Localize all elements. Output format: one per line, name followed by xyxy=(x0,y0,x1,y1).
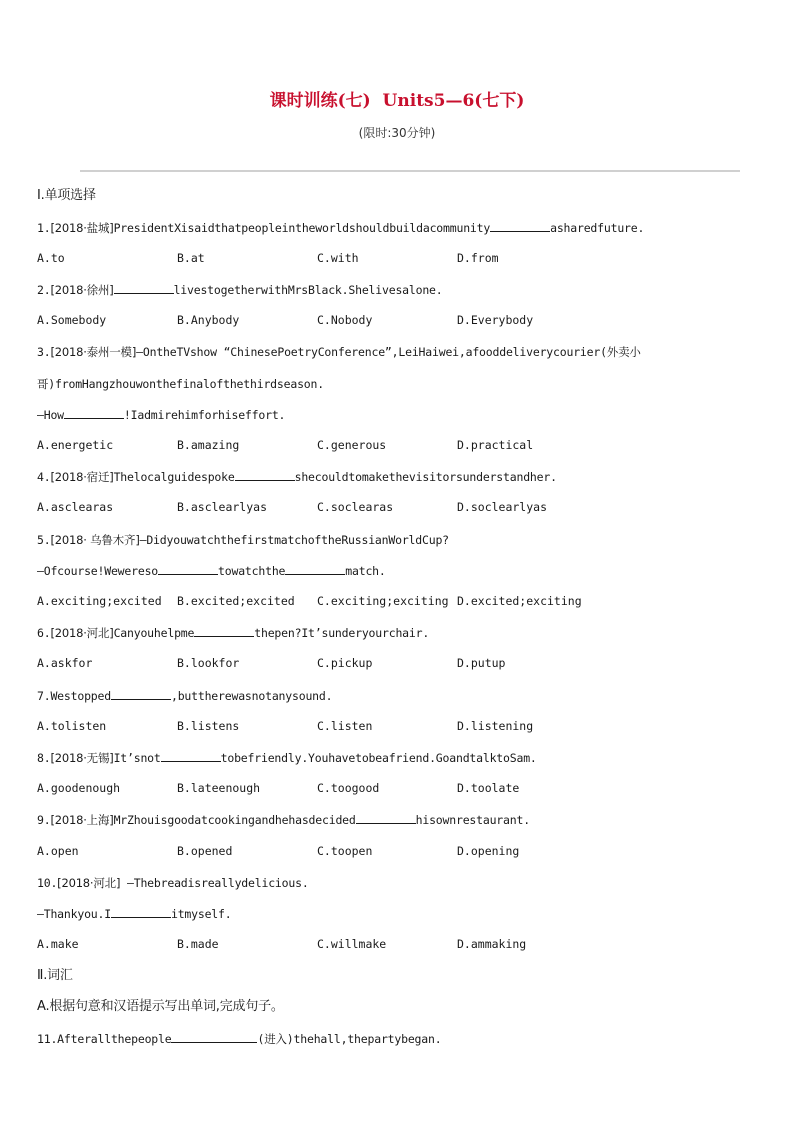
option-a[interactable]: A.tolisten xyxy=(37,719,107,733)
question-text: towatchthe xyxy=(218,564,286,578)
question-number: 2. xyxy=(37,283,51,297)
question-text: !Iadmirehimforhiseffort. xyxy=(123,408,286,422)
question-source: [2018·无锡] xyxy=(50,751,114,765)
question-number: 7. xyxy=(37,689,51,703)
question-10 xyxy=(37,875,309,891)
question-source: [2018·河北] xyxy=(50,626,114,640)
question-8 xyxy=(37,750,537,766)
option-b[interactable]: B.amazing xyxy=(177,438,240,452)
option-a[interactable]: A.to xyxy=(37,251,65,265)
question-text: shecouldtomakethevisitorsunderstandher. xyxy=(294,470,557,484)
question-5-line-2 xyxy=(37,563,386,579)
question-source: [2018·上海] xyxy=(50,813,114,827)
question-4 xyxy=(37,469,557,485)
question-3-line-3 xyxy=(37,407,285,423)
question-text: Canyouhelpme xyxy=(113,626,195,640)
option-c[interactable]: C.toopen xyxy=(317,844,373,858)
question-number: 6. xyxy=(37,626,51,640)
question-number: 9. xyxy=(37,813,51,827)
option-c[interactable]: C.generous xyxy=(317,438,387,452)
option-d[interactable]: D.opening xyxy=(457,844,520,858)
question-6 xyxy=(37,625,429,641)
section-heading-vocabulary: Ⅱ.词汇 xyxy=(37,968,73,983)
question-source: [2018· 乌鲁木齐] xyxy=(50,533,140,547)
question-text: (进入)thehall,thepartybegan. xyxy=(257,1032,442,1046)
question-text: match. xyxy=(345,564,386,578)
option-a[interactable]: A.Somebody xyxy=(37,313,107,327)
answer-blank[interactable] xyxy=(194,625,254,637)
option-b[interactable]: B.made xyxy=(177,937,219,951)
question-source: [2018·徐州] xyxy=(50,283,114,297)
answer-blank[interactable] xyxy=(356,812,416,824)
option-d[interactable]: D.putup xyxy=(457,656,506,670)
option-d[interactable]: D.listening xyxy=(457,719,534,733)
answer-blank[interactable] xyxy=(235,469,295,481)
question-text: itmyself. xyxy=(170,907,232,921)
question-number: 3. xyxy=(37,345,51,359)
time-limit: (限时:30分钟) xyxy=(358,126,436,140)
answer-blank[interactable] xyxy=(285,563,345,575)
option-d[interactable]: D.from xyxy=(457,251,499,265)
option-a[interactable]: A.open xyxy=(37,844,79,858)
option-b[interactable]: B.lateenough xyxy=(177,781,261,795)
option-d[interactable]: D.ammaking xyxy=(457,937,527,951)
question-text: tobefriendly.Youhavetobeafriend.GoandtalktoSam. xyxy=(220,751,537,765)
question-source: [2018·宿迁] xyxy=(50,470,114,484)
option-a[interactable]: A.exciting;excited xyxy=(37,594,162,608)
option-c[interactable]: C.toogood xyxy=(317,781,380,795)
question-text: livestogetherwithMrsBlack.Shelivesalone. xyxy=(173,283,443,297)
question-text: Afterallthepeople xyxy=(57,1032,172,1046)
option-d[interactable]: D.toolate xyxy=(457,781,520,795)
question-text: thepen?It’sunderyourchair. xyxy=(254,626,430,640)
option-d[interactable]: D.soclearlyas xyxy=(457,500,548,514)
question-number: 4. xyxy=(37,470,51,484)
question-text: hisownrestaurant. xyxy=(415,813,530,827)
option-c[interactable]: C.exciting;exciting xyxy=(317,594,449,608)
option-b[interactable]: B.Anybody xyxy=(177,313,240,327)
option-a[interactable]: A.askfor xyxy=(37,656,93,670)
section-instruction: A.根据句意和汉语提示写出单词,完成句子。 xyxy=(37,999,284,1014)
option-a[interactable]: A.energetic xyxy=(37,438,114,452)
question-text: —OntheTVshow “ChinesePoetryConference”,LeiHaiwei,afooddeliverycourier(外卖小 xyxy=(136,345,641,359)
question-1 xyxy=(37,220,644,236)
question-text: Westopped xyxy=(50,689,111,703)
option-a[interactable]: A.asclearas xyxy=(37,500,114,514)
question-2 xyxy=(37,282,443,298)
option-b[interactable]: B.excited;excited xyxy=(177,594,295,608)
question-number: 1. xyxy=(37,221,51,235)
answer-blank[interactable] xyxy=(64,407,124,419)
option-b[interactable]: B.asclearlyas xyxy=(177,500,268,514)
option-b[interactable]: B.at xyxy=(177,251,205,265)
answer-blank[interactable] xyxy=(161,750,221,762)
answer-blank[interactable] xyxy=(111,688,171,700)
question-source: [2018·河北] xyxy=(57,876,121,890)
answer-blank[interactable] xyxy=(158,563,218,575)
option-c[interactable]: C.pickup xyxy=(317,656,373,670)
question-number: 5. xyxy=(37,533,51,547)
option-a[interactable]: A.goodenough xyxy=(37,781,121,795)
question-text: Thelocalguidespoke xyxy=(113,470,235,484)
question-number: 11. xyxy=(37,1032,58,1046)
question-7 xyxy=(37,688,332,704)
option-c[interactable]: C.Nobody xyxy=(317,313,373,327)
question-text: MrZhouisgoodatcookingandhehasdecided xyxy=(113,813,356,827)
option-c[interactable]: C.listen xyxy=(317,719,373,733)
question-number: 10. xyxy=(37,876,58,890)
question-text: —How xyxy=(37,408,64,422)
question-text: —DidyouwatchthefirstmatchoftheRussianWorldCup? xyxy=(139,533,449,547)
question-number: 8. xyxy=(37,751,51,765)
question-text: It’snot xyxy=(113,751,161,765)
option-c[interactable]: C.soclearas xyxy=(317,500,394,514)
answer-blank[interactable] xyxy=(114,282,174,294)
question-text: —Thebreadisreallydelicious. xyxy=(120,876,309,890)
question-9 xyxy=(37,812,530,828)
question-text: PresidentXisaidthatpeopleintheworldshouldbuildacommunity xyxy=(113,221,491,235)
option-a[interactable]: A.make xyxy=(37,937,79,951)
option-b[interactable]: B.listens xyxy=(177,719,240,733)
question-10-line-2 xyxy=(37,906,231,922)
answer-blank[interactable] xyxy=(490,220,550,232)
question-11 xyxy=(37,1031,441,1047)
option-b[interactable]: B.opened xyxy=(177,844,233,858)
answer-blank[interactable] xyxy=(171,1031,257,1043)
answer-blank[interactable] xyxy=(111,906,171,918)
question-3 xyxy=(37,344,641,360)
section-heading-single-choice: Ⅰ.单项选择 xyxy=(37,188,96,203)
question-text: —Thankyou.I xyxy=(37,907,111,921)
page-title: 课时训练(七) Units5—6(七下) xyxy=(269,91,525,111)
question-source: [2018·泰州一模] xyxy=(50,345,137,359)
question-source: [2018·盐城] xyxy=(50,221,114,235)
question-text: asharedfuture. xyxy=(550,221,645,235)
question-5 xyxy=(37,532,449,548)
option-d[interactable]: D.excited;exciting xyxy=(457,594,582,608)
option-d[interactable]: D.Everybody xyxy=(457,313,534,327)
question-text: ,buttherewasnotanysound. xyxy=(170,689,333,703)
option-b[interactable]: B.lookfor xyxy=(177,656,240,670)
question-text: —Ofcourse!Wewereso xyxy=(37,564,159,578)
option-d[interactable]: D.practical xyxy=(457,438,534,452)
option-c[interactable]: C.with xyxy=(317,251,359,265)
divider xyxy=(80,170,740,172)
question-3-line-2: 哥)fromHangzhouwonthefinalofthethirdseason. xyxy=(37,377,324,391)
option-c[interactable]: C.willmake xyxy=(317,937,387,951)
